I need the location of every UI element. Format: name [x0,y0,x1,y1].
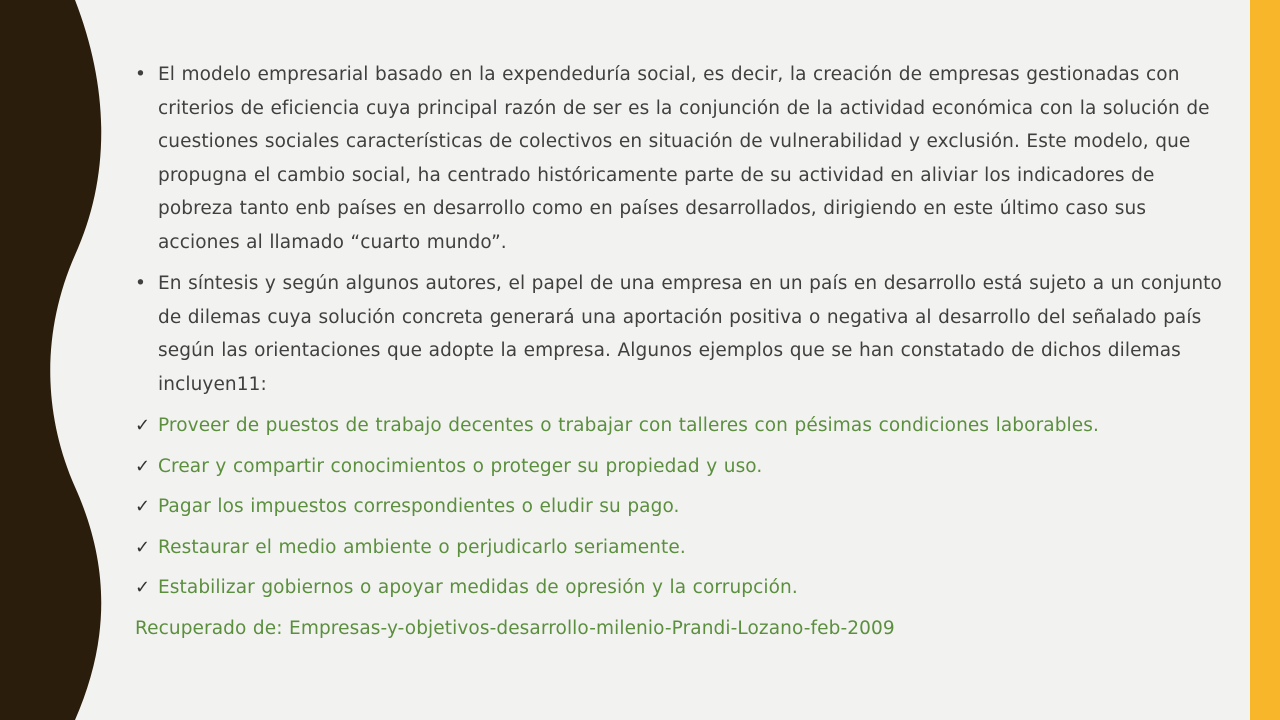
checkmark-icon: ✓ [135,455,151,477]
checklist-text: Proveer de puestos de trabajo decentes o trabajar con talleres con pésimas condiciones laborables. [158,415,1099,436]
checklist-item [135,571,1225,605]
bullet-item [135,267,1225,401]
checklist-text: Estabilizar gobiernos o apoyar medidas de opresión y la corrupción. [158,577,798,598]
accent-bar [1250,0,1280,720]
checklist-item [135,490,1225,524]
checklist-text: Restaurar el medio ambiente o perjudicarlo seriamente. [158,536,686,558]
checklist-item [135,531,1225,565]
checkmark-icon: ✓ [135,496,151,517]
bullet-text: En síntesis y según algunos autores, el papel de una empresa en un país en desarrollo está sujeto a un conjunto de dilemas cuya solución concreta generará una aportación positiva o negativa al desarrollo del señalado país según las orientaciones que adopte la empresa. Algunos ejemplos que se han constatado de dichos dilemas incluyen11: [158,273,1222,395]
checkmark-icon: ✓ [135,536,151,558]
checklist-item [135,409,1225,443]
bullet-marker: • [135,64,147,85]
checkmark-icon: ✓ [135,577,151,598]
wavy-left-border [0,0,110,720]
bullet-item [135,58,1225,259]
dilemma-list [135,409,1225,605]
bullet-list [135,58,1225,401]
slide-content [135,58,1225,645]
source-citation: Recuperado de: Empresas-y-objetivos-desarrollo-milenio-Prandi-Lozano-feb-2009 [135,617,895,639]
checklist-text: Pagar los impuestos correspondientes o eludir su pago. [158,496,680,517]
checklist-text: Crear y compartir conocimientos o proteger su propiedad y uso. [158,455,763,477]
checkmark-icon: ✓ [135,415,151,436]
checklist-item [135,450,1225,484]
bullet-text: El modelo empresarial basado en la expendeduría social, es decir, la creación de empresas gestionadas con criterios de eficiencia cuya principal razón de ser es la conjunción de la actividad económica con la solución de cuestiones sociales características de colectivos en situación de vulnerabilidad y exclusión. Este modelo, que propugna el cambio social, ha centrado históricamente parte de su actividad en aliviar los indicadores de pobreza tanto enb países en desarrollo como en países desarrollados, dirigiendo en este último caso sus acciones al llamado “cuarto mundo”. [158,64,1210,253]
bullet-marker: • [135,273,147,294]
